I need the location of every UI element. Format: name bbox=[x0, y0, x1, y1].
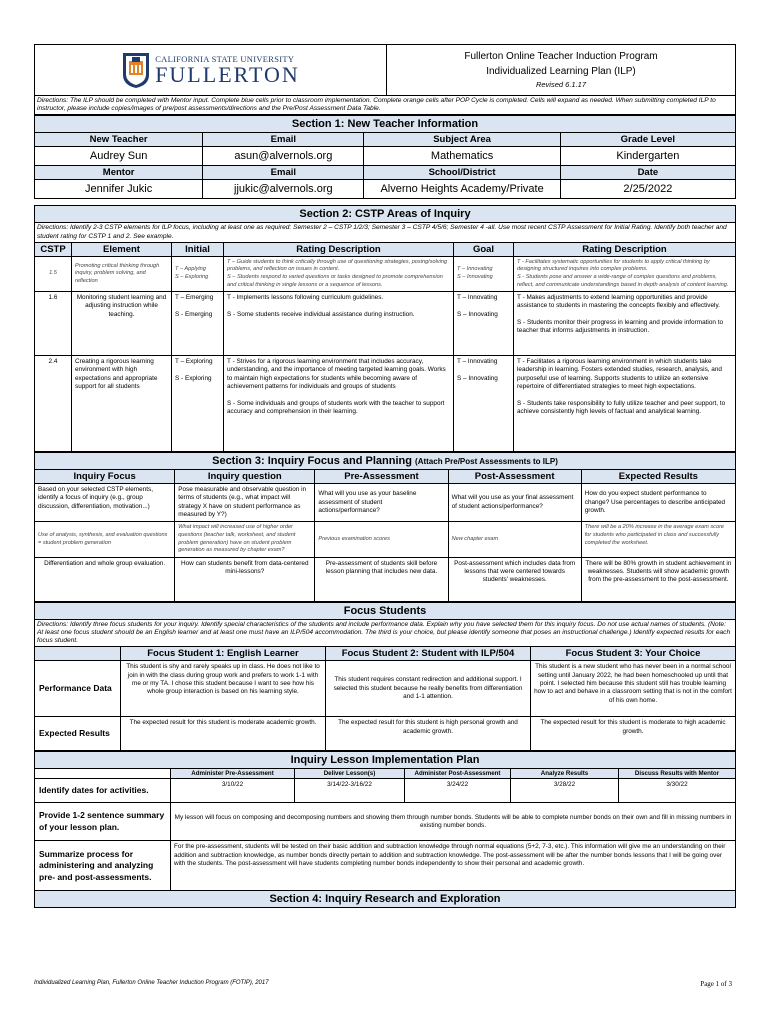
university-logo bbox=[35, 45, 387, 96]
example-inquiry-question: What impact will increased use of higher order questions (teacher talk, worksheet, and student problem generation) have on student problem generation as measured by chapter exam? bbox=[175, 522, 315, 557]
row2-goal[interactable]: T – Innovating S – Innovating bbox=[454, 356, 514, 452]
col-subject-area: Subject Area bbox=[364, 133, 560, 147]
student3-performance[interactable]: This student is a new student who has never been in a normal school setting until January 2022, he had been homeschooled up until that point. I selected him because this student still has trouble learning how to act and behave in a classroom setting that is not in the comfort of his own home. bbox=[531, 661, 736, 717]
directions-top: Directions: The ILP should be completed with Mentor input. Complete blue cells prior to classroom implementation. Complete orange cells after POP Cycle is completed. Cells will expand as needed. When submitting completed ILP to instructor, please include copies/images of pre/post assessments/directions and the Pre/Post Assessment Data Table. bbox=[35, 96, 736, 115]
section3-title: Section 3: Inquiry Focus and Planning bbox=[212, 455, 412, 468]
example-expected-results: There will be a 20% increase in the average exam score for students who participated in class and successfully completed the worksheet. bbox=[581, 522, 735, 557]
row2-element[interactable]: Creating a rigorous learning environment with high expectations and appropriate support for all students bbox=[72, 356, 172, 452]
lesson-summary[interactable]: My lesson will focus on composing and decomposing numbers and showing them through number bonds. Students will be able to complete number bonds on their own and fill in missing numbers in existing number bonds. bbox=[171, 803, 736, 841]
subject-area[interactable]: Mathematics bbox=[364, 147, 560, 166]
date-pre-assessment[interactable]: 3/10/22 bbox=[171, 779, 295, 803]
col-post-assessment: Post-Assessment bbox=[448, 470, 581, 484]
row2-initial[interactable]: T – Exploring S - Exploring bbox=[172, 356, 224, 452]
example-goal: T – Innovating S – Innovating bbox=[454, 256, 514, 291]
prompt-inquiry-focus: Based on your selected CSTP elements, identify a focus of inquiry (e.g., group discussion, differentiation, motivation...) bbox=[35, 484, 175, 522]
row1-element[interactable]: Monitoring student learning and adjusting instruction while teaching. bbox=[72, 292, 172, 356]
col-cstp: CSTP bbox=[35, 242, 72, 256]
date-analyze-results[interactable]: 3/28/22 bbox=[511, 779, 619, 803]
student1-expected[interactable]: The expected result for this student is moderate academic growth. bbox=[121, 717, 326, 751]
example-rating-desc: T – Guide students to think critically through use of questioning strategies, posing/solving problems, and reflection on issues in content. S – Students respond to varied questions or tasks designed to promote comprehension and critical thinking in single lessons or a sequence of lessons. bbox=[224, 256, 454, 291]
col-deliver-lessons: Deliver Lesson(s) bbox=[295, 769, 405, 779]
example-inquiry-focus: Use of analysis, synthesis, and evaluation questions = student problem generation bbox=[35, 522, 175, 557]
lesson-plan-title: Inquiry Lesson Implementation Plan bbox=[35, 752, 736, 769]
section1-title: Section 1: New Teacher Information bbox=[35, 116, 736, 133]
col-goal-rating-description: Rating Description bbox=[514, 242, 736, 256]
prompt-pre-assessment: What will you use as your baseline assessment of student actions/performance? bbox=[315, 484, 448, 522]
footer-text: Individualized Learning Plan, Fullerton Online Teacher Induction Program (FOTIP), 2017 bbox=[34, 980, 269, 986]
date-post-assessment[interactable]: 3/24/22 bbox=[405, 779, 511, 803]
lesson-plan-table bbox=[34, 751, 736, 908]
section3-title-note: (Attach Pre/Post Assessments to ILP) bbox=[415, 457, 558, 467]
col-school-district: School/District bbox=[364, 166, 560, 180]
new-teacher-name[interactable]: Audrey Sun bbox=[35, 147, 203, 166]
col-initial: Initial bbox=[172, 242, 224, 256]
col-focus-student-2: Focus Student 2: Student with ILP/504 bbox=[326, 647, 531, 661]
section4-title: Section 4: Inquiry Research and Exploration bbox=[35, 891, 736, 908]
section2-title: Section 2: CSTP Areas of Inquiry bbox=[35, 206, 736, 223]
example-cstp: 1.5 bbox=[35, 256, 72, 291]
grade-level[interactable]: Kindergarten bbox=[560, 147, 735, 166]
lesson-plan-corner bbox=[35, 769, 171, 779]
program-title: Fullerton Online Teacher Induction Program bbox=[464, 51, 658, 63]
section2-directions: Directions: Identify 2-3 CSTP elements for ILP focus, including at least one as required: Semester 2 – CSTP 1/2/3; Semester 3 – CSTP 4/5/6; Semester 4 -all. Use most recent CSTP Assessment for Initial Rating. Identify both teacher and student rating for CSTP 1 and 2. See example. bbox=[35, 223, 736, 242]
focus-corner-cell bbox=[35, 647, 121, 661]
col-administer-post: Administer Post-Assessment bbox=[405, 769, 511, 779]
col-mentor-email: Email bbox=[203, 166, 364, 180]
col-administer-pre: Administer Pre-Assessment bbox=[171, 769, 295, 779]
student2-performance[interactable]: This student requires constant redirection and additional support. I selected this student because he really benefits from differentiation and 1-1 attention. bbox=[326, 661, 531, 717]
dates-label: Identify dates for activities. bbox=[35, 779, 171, 803]
university-seal-icon bbox=[121, 51, 151, 89]
row2-cstp[interactable]: 2.4 bbox=[35, 356, 72, 452]
logo-line-1: CALIFORNIA STATE UNIVERSITY bbox=[155, 54, 295, 64]
col-email: Email bbox=[203, 133, 364, 147]
focus-students-table bbox=[34, 602, 736, 752]
example-element: Promoting critical thinking through inquiry, problem solving, and reflection bbox=[72, 256, 172, 291]
section2-table bbox=[34, 205, 736, 452]
row2-rating-desc[interactable]: T - Strives for a rigorous learning environment that includes accuracy, understanding, and the importance of meeting targeted learning goals. Works to maintain high expectations for students while becoming aware of achievement patterns for individuals and groups of students S - Some individuals and groups of students work with the teacher to support accuracy and comprehension in their learning. bbox=[224, 356, 454, 452]
student3-expected[interactable]: The expected result for this student is moderate to high academic growth. bbox=[531, 717, 736, 751]
prompt-inquiry-question: Pose measurable and observable question in terms of students (e.g., what impact will strategy X have on student performance as measured by Y?) bbox=[175, 484, 315, 522]
revised-date: Revised 6.1.17 bbox=[535, 80, 587, 90]
answer-pre-assessment[interactable]: Pre-assessment of students skill before lesson planning that includes new data. bbox=[315, 557, 448, 601]
example-pre-assessment: Previous examination scores bbox=[315, 522, 448, 557]
student2-expected[interactable]: The expected result for this student is high personal growth and academic growth. bbox=[326, 717, 531, 751]
col-discuss-results: Discuss Results with Mentor bbox=[619, 769, 736, 779]
section3-table bbox=[34, 452, 736, 602]
page-footer bbox=[34, 980, 736, 986]
row2-goal-desc[interactable]: T - Facilitates a rigorous learning environment in which students take leadership in learning. Fosters extended studies, research, analysis, and purposeful use of learning. Supports students to utilize an extensive repertoire of differentiated strategies to meet high expectations. S - Students take responsibility to fully utilize teacher and peer support, to achieve consistently high levels of factual and analytical learning. bbox=[514, 356, 736, 452]
teacher-email[interactable]: asun@alvernols.org bbox=[203, 147, 364, 166]
row1-initial[interactable]: T – Emerging S - Emerging bbox=[172, 292, 224, 356]
col-analyze-results: Analyze Results bbox=[511, 769, 619, 779]
example-post-assessment: New chapter exam bbox=[448, 522, 581, 557]
example-goal-desc: T - Facilitates systematic opportunities for students to apply critical thinking by designing structured inquires into complex problems. S - Students pose and answer a wide-range of complex questions and problems, reflect, and communicate understandings based in depth analysis of content learning. bbox=[514, 256, 736, 291]
focus-students-title: Focus Students bbox=[35, 602, 736, 619]
summary-label: Provide 1-2 sentence summary of your lesson plan. bbox=[35, 803, 171, 841]
focus-students-directions: Directions: Identify three focus students for your inquiry. Identify special characteristics of the students and include performance data. Explain why you have selected them for this inquiry focus. Do not use actual names of students. (Note: At least one focus student should be an English learner and at least one must have an ILP/504 accommodation. The third is your choice, but please identify someone that poses an instructional challenge.) Identify expected results for each focus student. bbox=[35, 619, 736, 647]
col-goal: Goal bbox=[454, 242, 514, 256]
school-district[interactable]: Alverno Heights Academy/Private bbox=[364, 180, 560, 199]
col-pre-assessment: Pre-Assessment bbox=[315, 470, 448, 484]
page-number: Page 1 of 3 bbox=[700, 980, 732, 988]
date-discuss-results[interactable]: 3/30/22 bbox=[619, 779, 736, 803]
example-initial: T – Applying S – Exploring bbox=[172, 256, 224, 291]
expected-results-label: Expected Results bbox=[35, 717, 121, 751]
col-focus-student-3: Focus Student 3: Your Choice bbox=[531, 647, 736, 661]
mentor-email[interactable]: jjukic@alvernols.org bbox=[203, 180, 364, 199]
form-title-block bbox=[387, 45, 736, 96]
col-inquiry-focus: Inquiry Focus bbox=[35, 470, 175, 484]
row1-rating-desc[interactable]: T - Implements lessons following curriculum guidelines. S - Some students receive individual assistance during instruction. bbox=[224, 292, 454, 356]
assessment-process[interactable]: For the pre-assessment, students will be tested on their basic addition and subtraction knowledge through normal equations (5+2, 7-3, etc.). This information will give me an understanding on their addition and subtraction knowledge, as number bonds directly pertain to addition and subtraction knowledge. The post-assessment will be after the number bonds lessons that I will be going over with the students. The post-assessment will have students completing number bonds independently to show their personal and academic growth. bbox=[171, 841, 736, 891]
col-mentor: Mentor bbox=[35, 166, 203, 180]
col-element: Element bbox=[72, 242, 172, 256]
process-label: Summarize process for administering and analyzing pre- and post-assessments. bbox=[35, 841, 171, 891]
row1-cstp[interactable]: 1.6 bbox=[35, 292, 72, 356]
col-expected-results: Expected Results bbox=[581, 470, 735, 484]
performance-data-label: Performance Data bbox=[35, 661, 121, 717]
form-header bbox=[34, 44, 736, 115]
col-date: Date bbox=[560, 166, 735, 180]
answer-inquiry-focus[interactable]: Differentiation and whole group evaluation. bbox=[35, 557, 175, 601]
form-date[interactable]: 2/25/2022 bbox=[560, 180, 735, 199]
col-inquiry-question: Inquiry question bbox=[175, 470, 315, 484]
section3-title-cell bbox=[35, 453, 736, 470]
col-new-teacher: New Teacher bbox=[35, 133, 203, 147]
prompt-post-assessment: What will you use as your final assessment of student actions/performance? bbox=[448, 484, 581, 522]
plan-title: Individualized Learning Plan (ILP) bbox=[486, 66, 636, 78]
row1-goal[interactable]: T – Innovating S – Innovating bbox=[454, 292, 514, 356]
answer-post-assessment[interactable]: Post-assessment which includes data from lessons that were centered towards students' weaknesses. bbox=[448, 557, 581, 601]
ilp-form bbox=[34, 44, 736, 908]
col-grade-level: Grade Level bbox=[560, 133, 735, 147]
prompt-expected-results: How do you expect student performance to change? Use percentages to describe anticipated growth. bbox=[581, 484, 735, 522]
mentor-name[interactable]: Jennifer Jukic bbox=[35, 180, 203, 199]
logo-line-2: FULLERTON bbox=[155, 62, 300, 87]
col-rating-description: Rating Description bbox=[224, 242, 454, 256]
student1-performance[interactable]: This student is shy and rarely speaks up in class. He does not like to join in with the class during group work and prefers to work 1-1 with me or my TA. I chose this student because I want to see how his whole group interaction is based on his learning style. bbox=[121, 661, 326, 717]
section1-table bbox=[34, 115, 736, 199]
date-deliver-lessons[interactable]: 3/14/22-3/16/22 bbox=[295, 779, 405, 803]
answer-inquiry-question[interactable]: How can students benefit from data-centered mini-lessons? bbox=[175, 557, 315, 601]
row1-goal-desc[interactable]: T - Makes adjustments to extend learning opportunities and provide assistance to students in mastering the concepts flexibly and effectively. S - Students monitor their progress in learning and provide information to teacher that informs adjustments in instruction. bbox=[514, 292, 736, 356]
answer-expected-results[interactable]: There will be 80% growth in student achievement in weaknesses. Students will show academic growth from the pre-assessment to the post-assessment. bbox=[581, 557, 735, 601]
col-focus-student-1: Focus Student 1: English Learner bbox=[121, 647, 326, 661]
